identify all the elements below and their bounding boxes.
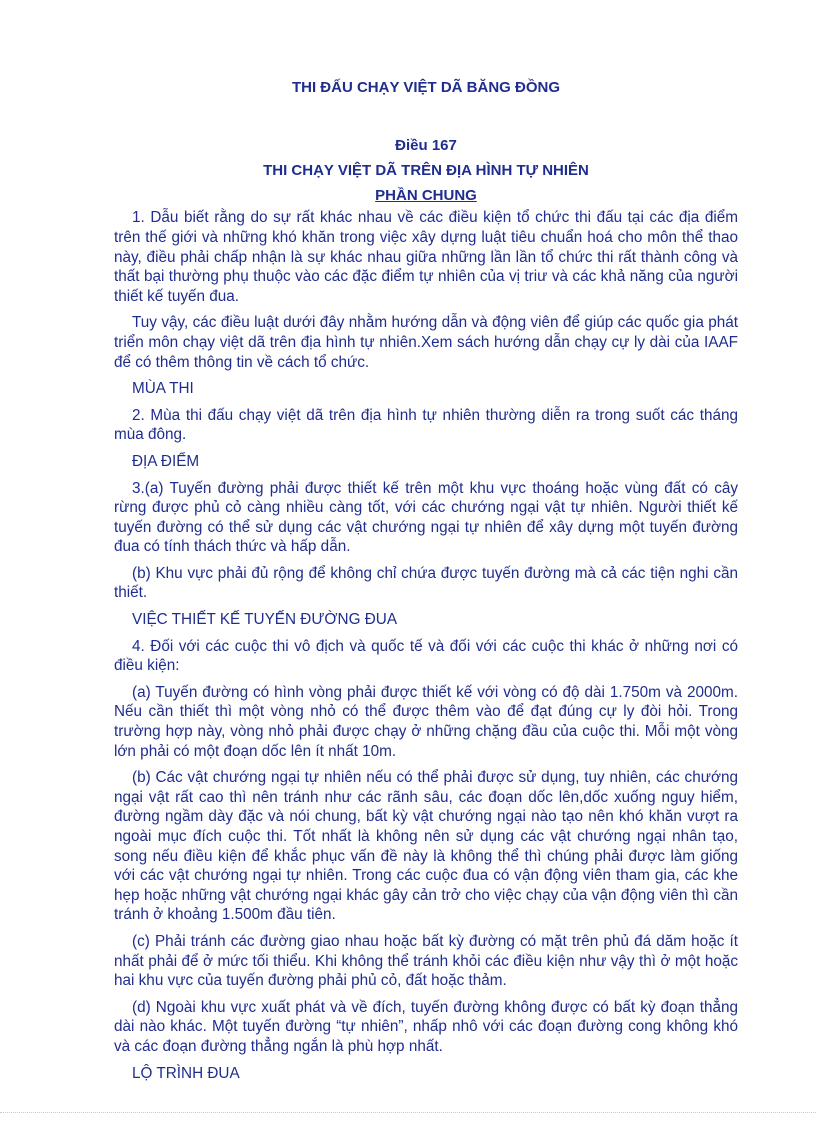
article-number: Điều 167	[395, 136, 457, 154]
body-paragraph: 3.(a) Tuyến đường phải được thiết kế trên một khu vực thoáng hoặc vùng đất có cây rừng được phủ cỏ càng nhiều càng tốt, với các chướng ngại vật tự nhiên. Người thiết kế tuyến đường có thể sử dụng các vật chướng ngại tự nhiên để xây dựng một tuyến đường đua có tính thách thức và hấp dẫn.	[114, 479, 738, 556]
body-paragraph: (b) Các vật chướng ngại tự nhiên nếu có thể phải được sử dụng, tuy nhiên, các chướng ngại vật rất cao thì nên tránh như các rãnh sâu, các đoạn dốc lên,dốc xuống nguy hiểm, đường ngầm dày đặc và nói chung, bất kỳ vật chướng ngại nào tạo nên khó khăn vượt ra ngoài mục đích cuộc thi. Tốt nhất là không nên sử dụng các vật chướng ngại nhân tạo, song nếu điều kiện để khắc phục vấn đề này là không thể thì chúng phải được làm giống với các vật chướng ngại tự nhiên. Trong các cuộc đua có vận động viên tham gia, các khe hẹp hoặc những vật chướng ngại khác gây cản trở cho việc chạy của vận động viên thì cần tránh ở khoảng 1.500m đầu tiên.	[114, 769, 738, 924]
page-bottom-border	[0, 1112, 816, 1113]
section-title: PHẦN CHUNG	[375, 186, 477, 204]
document-page	[114, 70, 738, 1090]
section-heading: VIỆC THIẾT KẾ TUYẾN ĐƯỜNG ĐUA	[132, 611, 398, 629]
body-paragraph: 1. Dẫu biết rằng do sự rất khác nhau về các điều kiện tổ chức thi đấu tại các địa điểm trên thế giới và những khó khăn trong việc xây dựng luật tiêu chuẩn hoá cho môn thể thao này, điều phải chấp nhận là sự khác nhau giữa những lần lần tổ chức thi rất thành công và thất bại thường phụ thuộc vào các đặc điểm tự nhiên của vị triư và các khả năng của người thiết kế tuyến đua.	[114, 209, 738, 305]
document-title: THI ĐẤU CHẠY VIỆT DÃ BĂNG ĐỒNG	[291, 79, 561, 96]
body-paragraph: (b) Khu vực phải đủ rộng để không chỉ chứa được tuyến đường mà cả các tiện nghi cần thiết.	[114, 564, 738, 602]
body-paragraph: Tuy vậy, các điều luật dưới đây nhằm hướng dẫn và động viên để giúp các quốc gia phát triển môn chạy việt dã trên địa hình tự nhiên.Xem sách hướng dẫn chạy cự ly dài của IAAF để có thêm thông tin về cách tổ chức.	[114, 314, 738, 371]
section-heading: MÙA THI	[132, 380, 194, 398]
document-body	[114, 208, 738, 1083]
section-heading: ĐỊA ĐIỂM	[132, 452, 200, 470]
body-paragraph: (c) Phải tránh các đường giao nhau hoặc bất kỳ đường có mặt trên phủ đá dăm hoặc ít nhất phải để ở mức tối thiểu. Khi không thể tránh khỏi các điều kiện như vậy thì ở một hoặc hai khu vực của tuyến đường phải phủ cỏ, đất hoặc thảm.	[114, 932, 738, 990]
body-paragraph: 2. Mùa thi đấu chạy việt dã trên địa hình tự nhiên thường diễn ra trong suốt các tháng mùa đông.	[114, 406, 738, 444]
body-paragraph: (a) Tuyến đường có hình vòng phải được thiết kế với vòng có độ dài 1.750m và 2000m. Nếu cần thiết thì một vòng nhỏ có thể được thêm vào để đạt đúng cự ly đòi hỏi. Trong trường hợp này, vòng nhỏ phải được chạy ở những chặng đầu của cuộc thi. Mỗi một vòng lớn phải có một đoạn dốc lên ít nhất 10m.	[114, 683, 738, 760]
body-paragraph: (d) Ngoài khu vực xuất phát và về đích, tuyến đường không được có bất kỳ đoạn thẳng dài nào khác. Một tuyến đường “tự nhiên”, nhấp nhô với các đoạn đường cong không khó và các đoạn đường thẳng ngắn là phù hợp nhất.	[114, 998, 738, 1055]
body-paragraph: 4. Đối với các cuộc thi vô địch và quốc tế và đối với các cuộc thi khác ở những nơi có điều kiện:	[114, 637, 738, 675]
article-subtitle: THI CHẠY VIỆT DÃ TRÊN ĐỊA HÌNH TỰ NHIÊN	[263, 162, 589, 180]
section-heading: LỘ TRÌNH ĐUA	[132, 1064, 240, 1082]
